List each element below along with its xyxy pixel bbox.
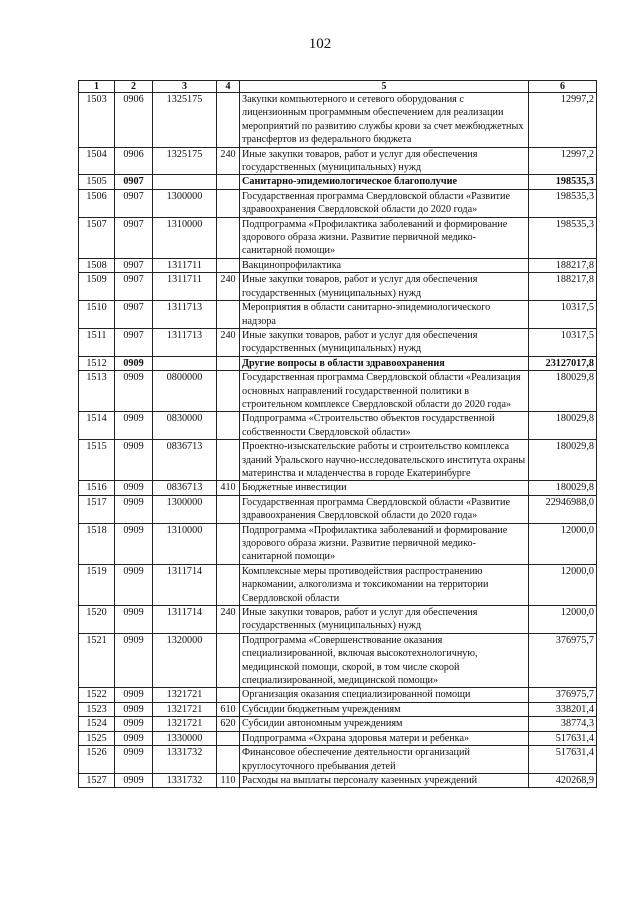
- table-row: [79, 147, 597, 175]
- section-code-cell: 0909: [115, 440, 153, 481]
- expense-type-cell: [217, 175, 240, 189]
- expense-type-cell: [217, 93, 240, 148]
- item-name-cell: Организация оказания специализированной помощи: [240, 688, 529, 702]
- table-row: [79, 717, 597, 731]
- row-number-cell: 1512: [79, 356, 115, 370]
- item-name-cell: Расходы на выплаты персоналу казенных учреждений: [240, 773, 529, 787]
- item-name-cell: Государственная программа Свердловской области «Развитие здравоохранения Свердловской области до 2020 года»: [240, 495, 529, 523]
- section-code-cell: 0909: [115, 371, 153, 412]
- row-number-cell: 1526: [79, 746, 115, 774]
- table-row: [79, 481, 597, 495]
- target-article-cell: 1311714: [153, 564, 217, 605]
- expense-type-cell: [217, 356, 240, 370]
- target-article-cell: 1300000: [153, 189, 217, 217]
- row-number-cell: 1522: [79, 688, 115, 702]
- expense-type-cell: 240: [217, 328, 240, 356]
- table-row: [79, 189, 597, 217]
- expense-type-cell: [217, 523, 240, 564]
- section-code-cell: 0907: [115, 273, 153, 301]
- amount-cell: 188217,8: [529, 258, 597, 272]
- target-article-cell: 1311713: [153, 301, 217, 329]
- target-article-cell: [153, 175, 217, 189]
- item-name-cell: Иные закупки товаров, работ и услуг для обеспечения государственных (муниципальных) нужд: [240, 147, 529, 175]
- item-name-cell: Комплексные меры противодействия распространению наркомании, алкоголизма и токсикомании на территории Свердловской области: [240, 564, 529, 605]
- section-code-cell: 0909: [115, 356, 153, 370]
- row-number-cell: 1523: [79, 702, 115, 716]
- section-code-cell: 0909: [115, 688, 153, 702]
- expense-type-cell: [217, 301, 240, 329]
- row-number-cell: 1509: [79, 273, 115, 301]
- table-row: [79, 328, 597, 356]
- row-number-cell: 1525: [79, 731, 115, 745]
- expense-type-cell: 620: [217, 717, 240, 731]
- row-number-cell: 1518: [79, 523, 115, 564]
- item-name-cell: Вакцинопрофилактика: [240, 258, 529, 272]
- item-name-cell: Иные закупки товаров, работ и услуг для обеспечения государственных (муниципальных) нужд: [240, 273, 529, 301]
- section-code-cell: 0907: [115, 175, 153, 189]
- target-article-cell: 1331732: [153, 773, 217, 787]
- item-name-cell: Государственная программа Свердловской области «Развитие здравоохранения Свердловской области до 2020 года»: [240, 189, 529, 217]
- amount-cell: 517631,4: [529, 731, 597, 745]
- amount-cell: 198535,3: [529, 217, 597, 258]
- table-body: [79, 93, 597, 788]
- table-row: [79, 371, 597, 412]
- expense-type-cell: [217, 746, 240, 774]
- section-code-cell: 0909: [115, 717, 153, 731]
- amount-cell: 10317,5: [529, 328, 597, 356]
- table-row: [79, 606, 597, 634]
- expense-type-cell: [217, 371, 240, 412]
- amount-cell: 198535,3: [529, 175, 597, 189]
- row-number-cell: 1510: [79, 301, 115, 329]
- row-number-cell: 1508: [79, 258, 115, 272]
- amount-cell: 38774,3: [529, 717, 597, 731]
- table-row: [79, 633, 597, 688]
- target-article-cell: 1321721: [153, 702, 217, 716]
- table-row: [79, 688, 597, 702]
- expense-type-cell: [217, 217, 240, 258]
- table-row: [79, 356, 597, 370]
- item-name-cell: Иные закупки товаров, работ и услуг для обеспечения государственных (муниципальных) нужд: [240, 606, 529, 634]
- row-number-cell: 1516: [79, 481, 115, 495]
- target-article-cell: 1300000: [153, 495, 217, 523]
- row-number-cell: 1521: [79, 633, 115, 688]
- row-number-cell: 1515: [79, 440, 115, 481]
- amount-cell: 12997,2: [529, 93, 597, 148]
- item-name-cell: Подпрограмма «Профилактика заболеваний и формирование здорового образа жизни. Развитие первичной медико-санитарной помощи»: [240, 523, 529, 564]
- expense-type-cell: [217, 564, 240, 605]
- section-code-cell: 0907: [115, 258, 153, 272]
- page-number: 102: [308, 36, 332, 52]
- section-code-cell: 0909: [115, 564, 153, 605]
- item-name-cell: Финансовое обеспечение деятельности организаций круглосуточного пребывания детей: [240, 746, 529, 774]
- table-row: [79, 217, 597, 258]
- budget-table: [78, 80, 597, 788]
- section-code-cell: 0909: [115, 495, 153, 523]
- row-number-cell: 1514: [79, 412, 115, 440]
- amount-cell: 517631,4: [529, 746, 597, 774]
- item-name-cell: Субсидии бюджетным учреждениям: [240, 702, 529, 716]
- column-header: 1: [79, 81, 115, 93]
- target-article-cell: 1321721: [153, 688, 217, 702]
- amount-cell: 188217,8: [529, 273, 597, 301]
- section-code-cell: 0906: [115, 147, 153, 175]
- target-article-cell: 1310000: [153, 217, 217, 258]
- column-header: 4: [217, 81, 240, 93]
- amount-cell: 338201,4: [529, 702, 597, 716]
- row-number-cell: 1507: [79, 217, 115, 258]
- section-code-cell: 0907: [115, 328, 153, 356]
- amount-cell: 198535,3: [529, 189, 597, 217]
- item-name-cell: Другие вопросы в области здравоохранения: [240, 356, 529, 370]
- section-code-cell: 0909: [115, 481, 153, 495]
- expense-type-cell: [217, 731, 240, 745]
- section-code-cell: 0906: [115, 93, 153, 148]
- row-number-cell: 1504: [79, 147, 115, 175]
- amount-cell: 376975,7: [529, 688, 597, 702]
- item-name-cell: Подпрограмма «Совершенствование оказания специализированной, включая высокотехнологичную, медицинской помощи, скорой, в том числе скорой специализированной, медицинской помощи»: [240, 633, 529, 688]
- table-row: [79, 440, 597, 481]
- item-name-cell: Подпрограмма «Строительство объектов государственной собственности Свердловской области»: [240, 412, 529, 440]
- target-article-cell: 1330000: [153, 731, 217, 745]
- amount-cell: 180029,8: [529, 371, 597, 412]
- expense-type-cell: [217, 258, 240, 272]
- expense-type-cell: 410: [217, 481, 240, 495]
- expense-type-cell: 240: [217, 273, 240, 301]
- row-number-cell: 1513: [79, 371, 115, 412]
- expense-type-cell: [217, 495, 240, 523]
- section-code-cell: 0909: [115, 606, 153, 634]
- target-article-cell: 1320000: [153, 633, 217, 688]
- target-article-cell: 1311711: [153, 258, 217, 272]
- table-row: [79, 93, 597, 148]
- amount-cell: 12000,0: [529, 523, 597, 564]
- row-number-cell: 1503: [79, 93, 115, 148]
- section-code-cell: 0909: [115, 773, 153, 787]
- amount-cell: 12000,0: [529, 564, 597, 605]
- item-name-cell: Закупки компьютерного и сетевого оборудования с лицензионным программным обеспечением для реализации мероприятий по развитию службы крови за счет межбюджетных трансфертов из федерального бюджета: [240, 93, 529, 148]
- table-row: [79, 258, 597, 272]
- section-code-cell: 0909: [115, 633, 153, 688]
- amount-cell: 376975,7: [529, 633, 597, 688]
- target-article-cell: 0800000: [153, 371, 217, 412]
- item-name-cell: Государственная программа Свердловской области «Реализация основных направлений государственной политики в строительном комплексе Свердловской области до 2020 года»: [240, 371, 529, 412]
- expense-type-cell: [217, 688, 240, 702]
- table-row: [79, 175, 597, 189]
- target-article-cell: 1325175: [153, 93, 217, 148]
- section-code-cell: 0909: [115, 746, 153, 774]
- section-code-cell: 0909: [115, 523, 153, 564]
- column-header: 5: [240, 81, 529, 93]
- target-article-cell: 1325175: [153, 147, 217, 175]
- column-header: 2: [115, 81, 153, 93]
- item-name-cell: Подпрограмма «Профилактика заболеваний и формирование здорового образа жизни. Развитие первичной медико-санитарной помощи»: [240, 217, 529, 258]
- target-article-cell: 1311711: [153, 273, 217, 301]
- column-header: 6: [529, 81, 597, 93]
- target-article-cell: 0836713: [153, 481, 217, 495]
- table-row: [79, 702, 597, 716]
- row-number-cell: 1524: [79, 717, 115, 731]
- section-code-cell: 0907: [115, 301, 153, 329]
- table-row: [79, 301, 597, 329]
- target-article-cell: [153, 356, 217, 370]
- expense-type-cell: [217, 189, 240, 217]
- expense-type-cell: 240: [217, 606, 240, 634]
- expense-type-cell: [217, 412, 240, 440]
- row-number-cell: 1519: [79, 564, 115, 605]
- row-number-cell: 1517: [79, 495, 115, 523]
- item-name-cell: Субсидии автономным учреждениям: [240, 717, 529, 731]
- expense-type-cell: 610: [217, 702, 240, 716]
- section-code-cell: 0907: [115, 217, 153, 258]
- row-number-cell: 1511: [79, 328, 115, 356]
- amount-cell: 10317,5: [529, 301, 597, 329]
- target-article-cell: 1321721: [153, 717, 217, 731]
- table-row: [79, 412, 597, 440]
- section-code-cell: 0909: [115, 702, 153, 716]
- item-name-cell: Проектно-изыскательские работы и строительство комплекса зданий Уральского научно-исследовательского института охраны материнства и младенчества в городе Екатеринбурге: [240, 440, 529, 481]
- target-article-cell: 1311714: [153, 606, 217, 634]
- amount-cell: 420268,9: [529, 773, 597, 787]
- table-row: [79, 773, 597, 787]
- target-article-cell: 0830000: [153, 412, 217, 440]
- row-number-cell: 1506: [79, 189, 115, 217]
- item-name-cell: Санитарно-эпидемиологическое благополучие: [240, 175, 529, 189]
- item-name-cell: Мероприятия в области санитарно-эпидемиологического надзора: [240, 301, 529, 329]
- table-row: [79, 495, 597, 523]
- column-header: 3: [153, 81, 217, 93]
- expense-type-cell: [217, 440, 240, 481]
- amount-cell: 12997,2: [529, 147, 597, 175]
- table-header-row: [79, 81, 597, 93]
- amount-cell: 22946988,0: [529, 495, 597, 523]
- row-number-cell: 1520: [79, 606, 115, 634]
- item-name-cell: Подпрограмма «Охрана здоровья матери и ребенка»: [240, 731, 529, 745]
- table-row: [79, 731, 597, 745]
- target-article-cell: 1311713: [153, 328, 217, 356]
- target-article-cell: 0836713: [153, 440, 217, 481]
- expense-type-cell: 110: [217, 773, 240, 787]
- section-code-cell: 0909: [115, 731, 153, 745]
- amount-cell: 23127017,8: [529, 356, 597, 370]
- item-name-cell: Бюджетные инвестиции: [240, 481, 529, 495]
- item-name-cell: Иные закупки товаров, работ и услуг для обеспечения государственных (муниципальных) нужд: [240, 328, 529, 356]
- table-row: [79, 273, 597, 301]
- table-row: [79, 746, 597, 774]
- amount-cell: 180029,8: [529, 440, 597, 481]
- target-article-cell: 1331732: [153, 746, 217, 774]
- amount-cell: 12000,0: [529, 606, 597, 634]
- amount-cell: 180029,8: [529, 412, 597, 440]
- table-row: [79, 564, 597, 605]
- row-number-cell: 1527: [79, 773, 115, 787]
- expense-type-cell: 240: [217, 147, 240, 175]
- target-article-cell: 1310000: [153, 523, 217, 564]
- section-code-cell: 0907: [115, 189, 153, 217]
- row-number-cell: 1505: [79, 175, 115, 189]
- section-code-cell: 0909: [115, 412, 153, 440]
- amount-cell: 180029,8: [529, 481, 597, 495]
- expense-type-cell: [217, 633, 240, 688]
- table-row: [79, 523, 597, 564]
